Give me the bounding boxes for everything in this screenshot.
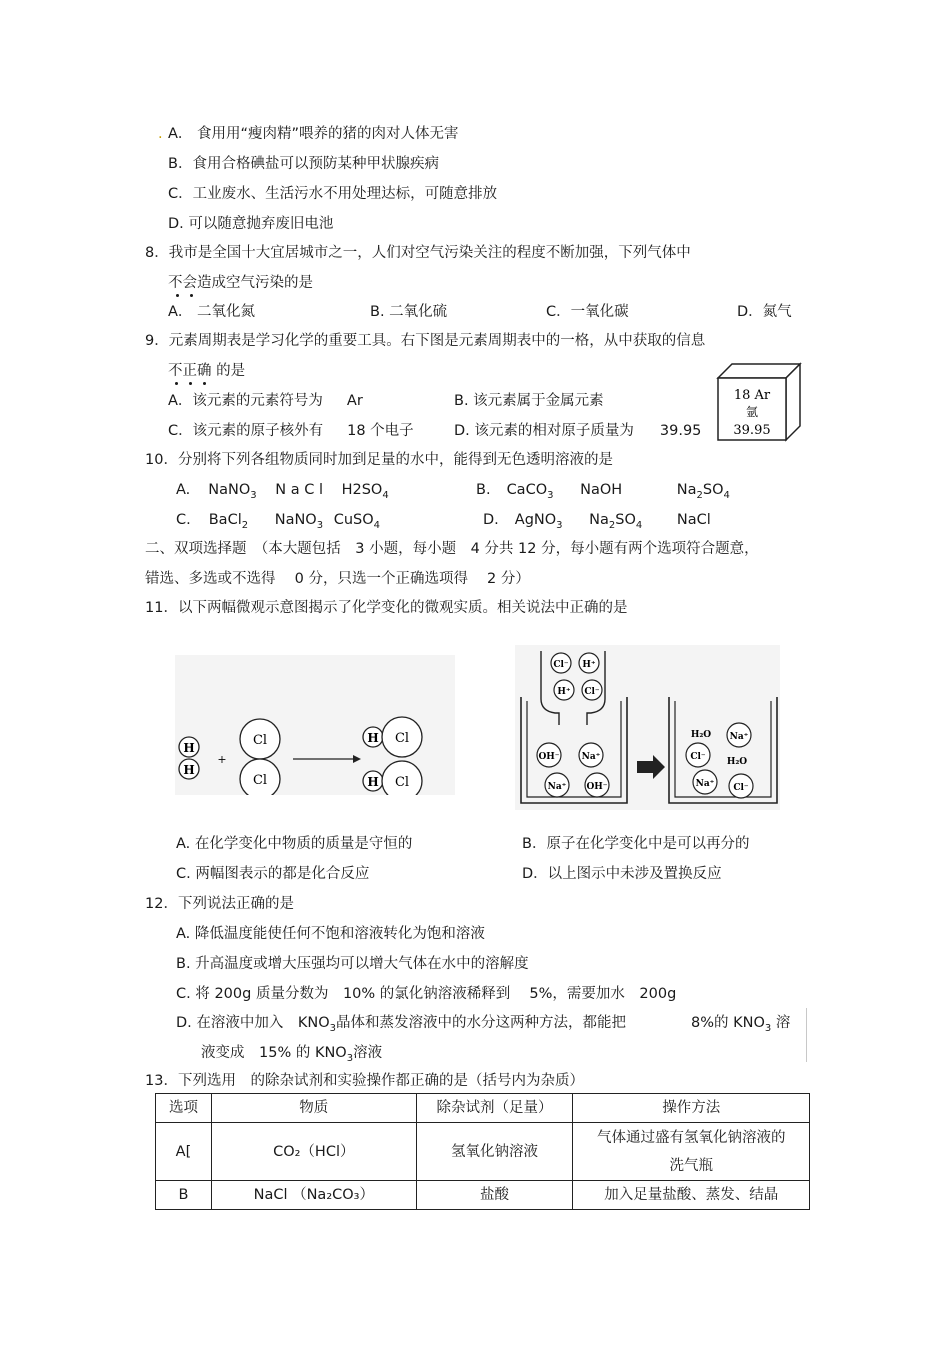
cube-number-symbol: 18 Ar: [733, 388, 771, 403]
svg-text:H: H: [367, 775, 379, 789]
table-cell: 加入足量盐酸、蒸发、结晶: [573, 1181, 810, 1210]
q7-option-c: C．工业废水、生活污水不用处理达标，可随意排放: [168, 186, 498, 202]
divider: [806, 1008, 807, 1062]
svg-text:Cl⁻: Cl⁻: [690, 752, 706, 762]
svg-text:Na⁺: Na⁺: [729, 732, 749, 742]
svg-text:Cl: Cl: [252, 733, 268, 748]
q8-stem-line2: 不会造成空气污染的是: [168, 275, 313, 291]
svg-text:H⁺: H⁺: [582, 660, 596, 670]
impurity-removal-table: [155, 1093, 810, 1210]
table-cell: 氢氧化钠溶液: [416, 1123, 573, 1181]
table-row: [156, 1123, 810, 1181]
svg-text:Cl⁻: Cl⁻: [584, 687, 600, 697]
emphasis-dot: [189, 382, 192, 385]
svg-text:Cl⁻: Cl⁻: [553, 660, 569, 670]
q8-option-a: A． 二氧化氮: [168, 304, 256, 320]
cube-mass: 39.95: [733, 423, 771, 438]
svg-text:Na⁺: Na⁺: [581, 752, 601, 762]
table-cell: CO₂（HCl）: [211, 1123, 416, 1181]
emphasis-dot: [190, 294, 193, 297]
hcl-formation-diagram: [175, 655, 455, 795]
q9-option-c: C．该元素的原子核外有 18 个电子: [168, 423, 414, 439]
svg-text:H: H: [183, 741, 195, 755]
q11-option-c: C. 两幅图表示的都是化合反应: [176, 866, 370, 882]
q13-stem: 13．下列选用 的除杂试剂和实验操作都正确的是（括号内为杂质）: [145, 1073, 584, 1089]
emphasis-dot: [203, 382, 206, 385]
q10-option-d: D. AgNO$_3$ $Na_2SO_4$ NaCl: [483, 512, 711, 531]
q12-option-c: C. 将 200g 质量分数为 10% 的氯化钠溶液稀释到 5%，需要加水 200g: [176, 986, 677, 1002]
q7-option-d: D. 可以随意抛弃废旧电池: [168, 216, 334, 232]
table-row: [156, 1181, 810, 1210]
svg-text:Cl: Cl: [252, 773, 268, 788]
q9-stem: 9．元素周期表是学习化学的重要工具。右下图是元素周期表中的一格，从中获取的信息: [145, 333, 706, 349]
table-header-cell: 选项: [156, 1094, 212, 1123]
q12-option-b: B. 升高温度或增大压强均可以增大气体在水中的溶解度: [176, 956, 529, 972]
q10-option-a: A. NaNO$_3$ N a C l $H2SO_4$: [176, 482, 389, 501]
q7-option-b: B．食用合格碘盐可以预防某种甲状腺疾病: [168, 156, 439, 172]
section-heading: 二、双项选择题 （本大题包括 3 小题，每小题 4 分共 12 分，每小题有两个选项符合题意，: [145, 541, 759, 557]
stray-mark: .: [158, 126, 163, 142]
emphasis-dot: [175, 382, 178, 385]
q9-stem-line2: 不正确 的是: [168, 363, 246, 379]
svg-text:Na⁺: Na⁺: [695, 779, 715, 789]
section-heading-line2: 错选、多选或不选得 0 分，只选一个正确选项得 2 分）: [145, 571, 530, 587]
table-header-cell: 除杂试剂（足量）: [416, 1094, 573, 1123]
svg-text:H⁺: H⁺: [557, 687, 571, 697]
q12-option-a: A. 降低温度能使任何不饱和溶液转化为饱和溶液: [176, 926, 485, 942]
svg-text:Cl⁻: Cl⁻: [733, 783, 749, 793]
q11-option-d: D．以上图示中未涉及置换反应: [522, 866, 722, 882]
table-cell: B: [156, 1181, 212, 1210]
svg-text:H: H: [183, 763, 195, 777]
q7-option-a: A． 食用用“瘦肉精”喂养的猪的肉对人体无害: [168, 126, 459, 142]
svg-text:H: H: [367, 731, 379, 745]
svg-text:Cl: Cl: [394, 775, 410, 790]
emphasis-text: 不会: [168, 275, 197, 291]
q12-option-d: D. 在溶液中加入 $KNO_3$晶体和蒸发溶液中的水分这两种方法，都能把: [176, 1015, 627, 1034]
svg-text:Na⁺: Na⁺: [547, 782, 567, 792]
table-cell: A[: [156, 1123, 212, 1181]
periodic-table-cell: [716, 362, 802, 442]
q9-option-a: A．该元素的元素符号为 Ar: [168, 393, 363, 409]
q12-option-d-line2: 液变成 15% 的 $KNO_3$溶液: [201, 1045, 383, 1064]
svg-text:OH⁻: OH⁻: [586, 782, 608, 792]
q9-option-b: B. 该元素属于金属元素: [454, 393, 604, 409]
q12-stem: 12．下列说法正确的是: [145, 896, 294, 912]
table-header-cell: 物质: [211, 1094, 416, 1123]
emphasis-dot: [176, 294, 179, 297]
svg-text:Cl: Cl: [394, 731, 410, 746]
q8-stem: 8．我市是全国十大宜居城市之一，人们对空气污染关注的程度不断加强，下列气体中: [145, 245, 691, 261]
q8-option-b: B. 二氧化硫: [370, 304, 448, 320]
q11-option-b: B．原子在化学变化中是可以再分的: [522, 836, 750, 852]
table-cell: 气体通过盛有氢氧化钠溶液的 洗气瓶: [573, 1123, 810, 1181]
table-header-cell: 操作方法: [573, 1094, 810, 1123]
q10-option-c: C. BaCl$_2$ NaNO$_3$ CuSO$_4$: [176, 512, 381, 531]
emphasis-text: 不正确: [168, 363, 212, 379]
table-cell: 盐酸: [416, 1181, 573, 1210]
q11-stem: 11．以下两幅微观示意图揭示了化学变化的微观实质。相关说法中正确的是: [145, 600, 628, 616]
q8-option-c: C．一氧化碳: [546, 304, 629, 320]
q8-option-d: D．氮气: [737, 304, 792, 320]
svg-text:OH⁻: OH⁻: [538, 752, 560, 762]
svg-text:H₂O: H₂O: [690, 730, 712, 740]
q11-option-a: A. 在化学变化中物质的质量是守恒的: [176, 836, 413, 852]
cube-name: 氩: [745, 405, 759, 419]
svg-text:+: +: [217, 753, 227, 766]
table-header-row: [156, 1094, 810, 1123]
svg-text:H₂O: H₂O: [726, 757, 748, 767]
q12-option-d-tail: 8%的 $KNO_3$ 溶: [691, 1015, 791, 1034]
q9-option-d: D. 该元素的相对原子质量为 39.95: [454, 423, 702, 439]
q10-stem: 10．分别将下列各组物质同时加到足量的水中，能得到无色透明溶液的是: [145, 452, 613, 468]
table-cell: NaCl （Na₂CO₃）: [211, 1181, 416, 1210]
neutralization-diagram: [515, 645, 780, 810]
q10-option-b: B. CaCO$_3$ NaOH $Na_2SO_4$: [476, 482, 730, 501]
